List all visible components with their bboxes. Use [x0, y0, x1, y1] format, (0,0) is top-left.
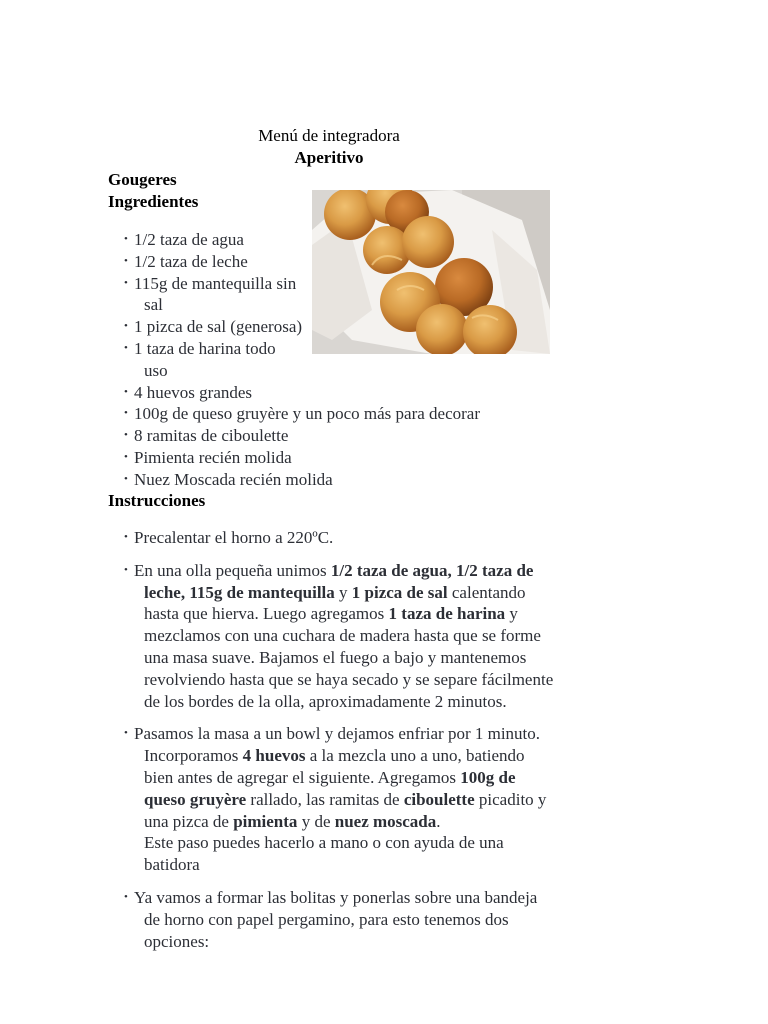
step-text-part: En una olla pequeña unimos	[134, 560, 331, 580]
ingredient-text: Pimienta recién molida	[134, 447, 292, 467]
step-bold-part: pimienta	[233, 811, 298, 831]
ingredient-text-continued: sal	[144, 295, 163, 315]
ingredient-item	[124, 403, 480, 425]
document-title: Menú de integradora	[258, 126, 400, 145]
bullet-icon: •	[124, 320, 128, 333]
step-text-part: y	[334, 582, 352, 602]
ingredient-text: Nuez Moscada recién molida	[134, 469, 333, 489]
instruction-step-2	[124, 560, 554, 713]
step-text-part: y mezclamos con una cuchara de madera hasta que se forme una masa suave. Bajamos el fuego a bajo y mantenemos revolviendo hasta que se haya secado y se separe fácilmente de los bordes de la olla, aproximadamente 2 minutos.	[144, 604, 554, 711]
step-text-part: calentando hasta que hierva. Luego agregamos	[144, 582, 526, 624]
ingredient-item	[124, 382, 480, 404]
ingredient-text: 1 pizca de sal (generosa)	[134, 317, 303, 337]
step-text-part: Pasamos la masa a un bowl y dejamos enfriar por 1 minuto. Incorporamos	[134, 724, 541, 766]
ingredient-text: 1/2 taza de leche	[134, 251, 248, 271]
ingredient-text: 1 taza de harina todo	[134, 338, 276, 358]
instruction-step-1	[124, 527, 554, 549]
ingredient-item	[124, 273, 480, 317]
bullet-icon: •	[124, 450, 128, 463]
bullet-icon: •	[124, 407, 128, 420]
ingredient-item	[124, 316, 480, 338]
ingredient-text: 8 ramitas de ciboulette	[134, 426, 289, 446]
step-bold-part: 1/2 taza de agua, 1/2 taza de leche, 115g de mantequilla	[144, 560, 534, 602]
step-text-part: rallado, las ramitas de	[246, 789, 404, 809]
step-bold-part: 4 huevos	[242, 746, 306, 766]
step-text: Ya vamos a formar las bolitas y ponerlas sobre una bandeja de horno con papel pergamino, para esto tenemos dos opciones:	[134, 887, 538, 951]
instruction-step-3	[124, 723, 554, 876]
instructions-heading: Instrucciones	[108, 491, 206, 510]
step-text-part: Este paso puedes hacerlo a mano o con ayuda de una batidora	[144, 833, 504, 875]
ingredient-text: 100g de queso gruyère y un poco más para decorar	[134, 404, 481, 424]
bullet-icon: •	[124, 563, 128, 576]
step-text-part: .	[436, 811, 441, 831]
step-text	[134, 724, 554, 876]
step-text	[134, 561, 553, 711]
bullet-icon: •	[124, 276, 128, 289]
ingredient-item	[124, 425, 480, 447]
step-text: Precalentar el horno a 220ºC.	[134, 528, 334, 547]
bullet-icon: •	[124, 727, 128, 740]
bullet-icon: •	[124, 472, 128, 485]
ingredient-text: 115g de mantequilla sin	[134, 273, 297, 293]
step-text-part: y de	[297, 811, 335, 831]
step-bold-part: ciboulette	[403, 789, 475, 809]
bullet-icon: •	[124, 254, 128, 267]
bullet-icon: •	[124, 429, 128, 442]
ingredient-item	[124, 251, 480, 273]
bullet-icon: •	[124, 385, 128, 398]
section-title: Aperitivo	[294, 148, 364, 167]
ingredient-item	[124, 338, 480, 382]
bullet-icon: •	[124, 531, 128, 543]
recipe-name: Gougeres	[108, 170, 177, 189]
bullet-icon: •	[124, 341, 128, 354]
ingredient-item	[124, 469, 480, 491]
step-bold-part: 100g de queso gruyère	[144, 767, 516, 809]
step-text-part: a la mezcla uno a uno, batiendo bien antes de agregar el siguiente. Agregamos	[144, 746, 525, 787]
ingredient-text-continued: uso	[144, 360, 168, 380]
step-text-part: picadito y una pizca de	[144, 789, 547, 831]
ingredient-item	[124, 447, 480, 469]
ingredient-text: 1/2 taza de agua	[134, 230, 244, 249]
ingredient-text: 4 huevos grandes	[134, 382, 253, 402]
bullet-icon: •	[124, 890, 128, 903]
instructions-list	[124, 527, 554, 963]
bullet-icon: •	[124, 233, 128, 245]
instruction-step-4	[124, 887, 554, 952]
ingredient-item	[124, 229, 480, 251]
ingredients-heading: Ingredientes	[108, 192, 199, 211]
step-bold-part: nuez moscada	[334, 811, 437, 831]
step-bold-part: 1 pizca de sal	[351, 582, 448, 602]
step-bold-part: 1 taza de harina	[388, 604, 506, 624]
ingredients-list	[124, 229, 480, 491]
